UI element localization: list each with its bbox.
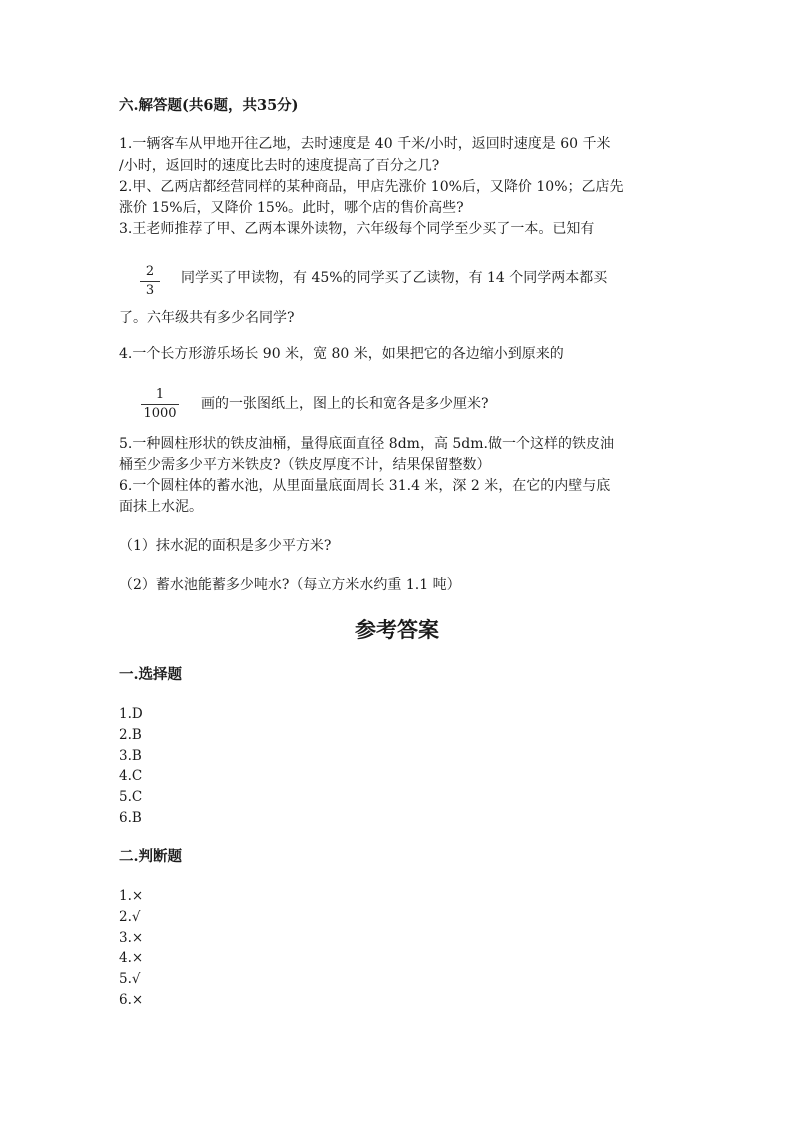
fraction-bar: [140, 281, 160, 282]
list-item: 1.×: [119, 888, 144, 904]
section6-heading: 六.解答题(共6题，共35分): [119, 97, 299, 114]
q6-subquestion-2: （2）蓄水池能蓄多少吨水?（每立方米水约重 1.1 吨）: [119, 577, 461, 593]
q4-fraction-denominator: 1000: [143, 406, 177, 421]
q3-fraction: [140, 264, 160, 299]
q3-line3: 了。六年级共有多少名同学?: [119, 310, 295, 326]
q2-line1: 2.甲、乙两店都经营同样的某种商品，甲店先涨价 10%后，又降价 10%；乙店先: [119, 179, 624, 195]
list-item: 6.×: [119, 991, 144, 1008]
q5-line2: 桶至少需多少平方米铁皮?（铁皮厚度不计，结果保留整数）: [119, 457, 491, 473]
q6-line2: 面抹上水泥。: [119, 499, 203, 515]
list-item: 2.√: [119, 908, 141, 925]
answers-section2-heading: 二.判断题: [119, 848, 183, 865]
list-item: 4.×: [119, 950, 144, 967]
q4-line2: 画的一张图纸上，图上的长和宽各是多少厘米?: [201, 396, 489, 412]
q4-fraction: [141, 387, 179, 422]
answers-section2-list: [119, 886, 143, 1011]
list-item: 5.C: [119, 789, 143, 806]
q4-fraction-numerator: 1: [155, 387, 165, 402]
q3-fraction-denominator: 3: [145, 283, 155, 298]
q3-fraction-numerator: 2: [145, 264, 155, 279]
q6-subquestion-1: （1）抹水泥的面积是多少平方米?: [119, 538, 332, 554]
list-item: 5.√: [119, 971, 141, 988]
list-item: 1.D: [119, 706, 143, 722]
answers-title: 参考答案: [355, 617, 439, 642]
q3-line2: 同学买了甲读物，有 45%的同学买了乙读物，有 14 个同学两本都买: [181, 270, 608, 286]
answers-section1-heading: 一.选择题: [119, 666, 183, 683]
q6-line1: 6.一个圆柱体的蓄水池，从里面量底面周长 31.4 米，深 2 米，在它的内壁与底: [119, 478, 611, 494]
list-item: 3.B: [119, 747, 142, 764]
list-item: 4.C: [119, 768, 143, 785]
q1-line1: 1.一辆客车从甲地开往乙地，去时速度是 40 千米/小时，返回时速度是 60 千米: [119, 136, 611, 152]
answers-section1-list: [119, 704, 143, 829]
q4-line1: 4.一个长方形游乐场长 90 米，宽 80 米，如果把它的各边缩小到原来的: [119, 346, 564, 362]
q3-line1: 3.王老师推荐了甲、乙两本课外读物，六年级每个同学至少买了一本。已知有: [119, 221, 595, 237]
q5-line1: 5.一种圆柱形状的铁皮油桶，量得底面直径 8dm，高 5dm.做一个这样的铁皮油: [119, 436, 614, 452]
fraction-bar: [141, 404, 179, 405]
q1-line2: /小时，返回时的速度比去时的速度提高了百分之几?: [119, 158, 440, 174]
list-item: 6.B: [119, 809, 142, 826]
list-item: 3.×: [119, 929, 144, 946]
q2-line2: 涨价 15%后，又降价 15%。此时，哪个店的售价高些?: [119, 200, 464, 216]
list-item: 2.B: [119, 726, 142, 743]
